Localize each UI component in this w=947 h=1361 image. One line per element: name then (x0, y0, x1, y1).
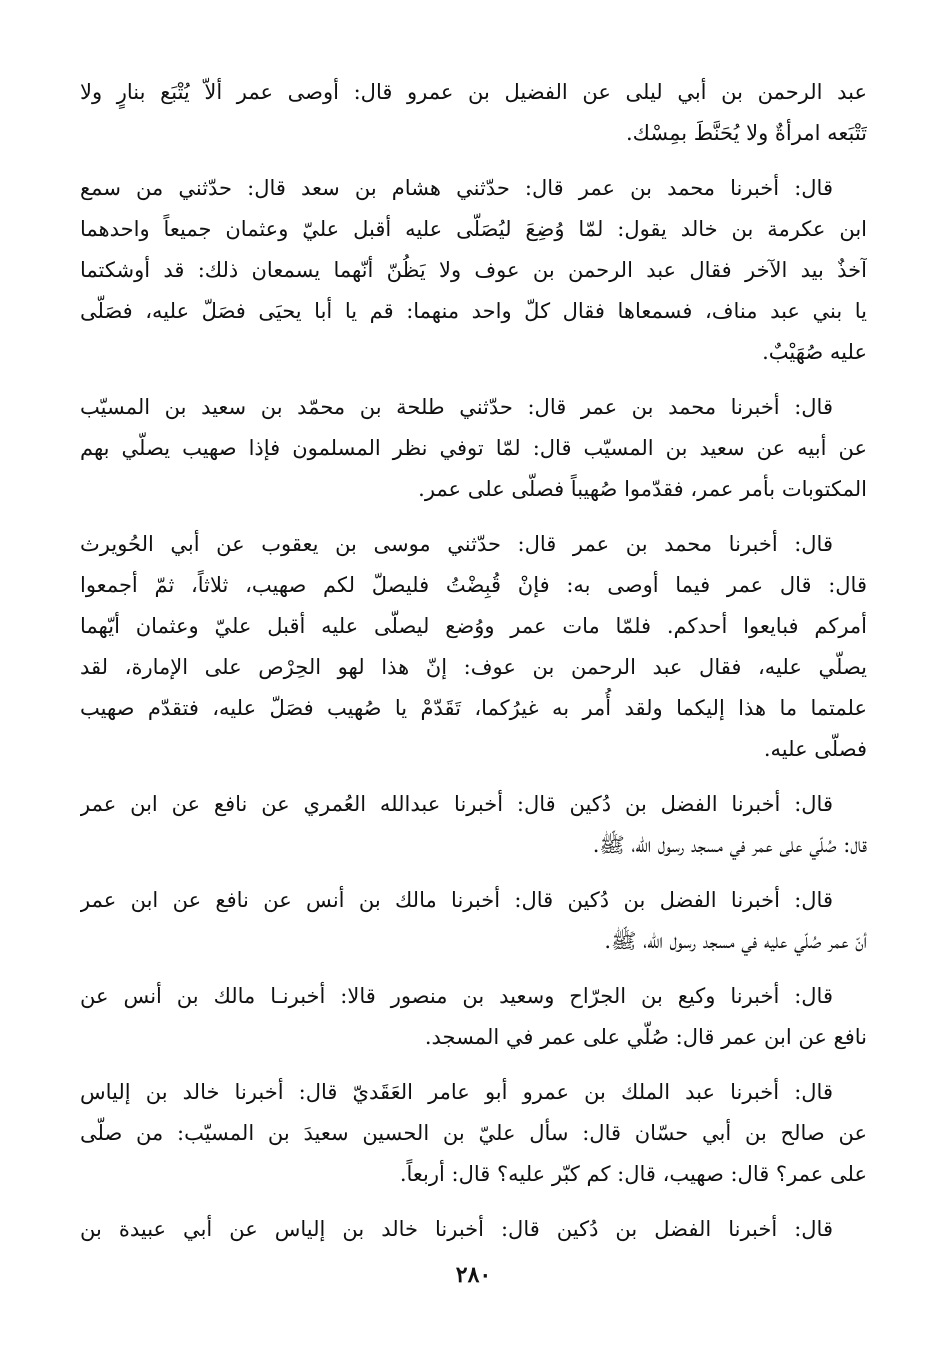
text-line: قال: قال عمر فيما أوصى به: فإنْ قُبِضْتُ فليصلّ لكم صهيب، ثلاثاً، ثمّ أجمعوا (80, 573, 867, 597)
text-line: عن أبيه عن سعيد بن المسيّب قال: لمّا توفي نظر المسلمون فإذا صهيب يصلّي بهم (80, 436, 867, 460)
text-line: قال: أخبرنا محمد بن عمر قال: حدّثني طلحة بن محمّد بن سعيد بن المسيّب (80, 395, 833, 419)
text-line: تَتْبَعه امرأةٌ ولا يُحَنَّطَ بمِسْك. (626, 121, 867, 145)
paragraph (80, 976, 867, 1058)
text-line: قال: أخبرنا محمد بن عمر قال: حدّثني هشام بن سعد قال: حدّثني من سمع (80, 176, 833, 200)
paragraph (80, 880, 867, 962)
text-line: قال: أخبرنا عبد الملك بن عمرو أبو عامر العَقَديّ قال: أخبرنا خالد بن إلياس (80, 1080, 833, 1104)
paragraph (80, 1072, 867, 1195)
paragraph (80, 168, 867, 373)
paragraph (80, 72, 867, 154)
paragraph (80, 524, 867, 770)
text-line: قال: أخبرنا محمد بن عمر قال: حدّثني موسى بن يعقوب عن أبي الحُويرث (80, 532, 833, 556)
text-line: يا بني عبد مناف، فسمعاها فقال كلّ واحد منهما: قم يا أبا يحيَى فصَلّ عليه، فصَلّى (80, 299, 867, 323)
page-body (80, 72, 867, 1264)
text-line: عبد الرحمن بن أبي ليلى عن الفضيل بن عمرو قال: أوصى عمر ألاّ يُتْبَع بنارٍ ولا (80, 80, 867, 104)
text-line: أنّ عمر صُلّي عليه في مسجد رسول الله، ﷺ. (604, 929, 867, 953)
text-line: نافع عن ابن عمر قال: صُلّي على عمر في المسجد. (424, 1025, 867, 1049)
text-line: قال: أخبرنا الفضل بن دُكين قال: أخبرنا مالك بن أنس عن نافع عن ابن عمر (80, 888, 833, 912)
text-line: عليه صُهَيْبٌ. (762, 340, 867, 364)
text-line: قال: صُلّي على عمر في مسجد رسول الله، ﷺ. (592, 833, 867, 857)
paragraph (80, 784, 867, 866)
text-line: يصلّي عليه، فقال عبد الرحمن بن عوف: إنّ هذا لهو الحِرْص على الإمارة، لقد (80, 655, 867, 679)
text-line: علمتما ما هذا إليكما ولقد أُمر به غيرُكما، تَقَدّمْ يا صُهيب فصَلّ عليه، فتقدّم صهيب (80, 696, 867, 720)
text-line: آخذٌ بيد الآخر فقال عبد الرحمن بن عوف ولا يَظُنّ أنّهما يسمعان ذلك: قد أوشكتما (80, 258, 867, 282)
page-number: ٢٨٠ (455, 1262, 492, 1288)
text-line: فصلّى عليه. (763, 737, 867, 761)
text-line: قال: أخبرنا وكيع بن الجرّاح وسعيد بن منصور قالا: أخبرنـا مالك بن أنس عن (80, 984, 833, 1008)
text-line: المكتوبات بأمر عمر، فقدّموا صُهيباً فصلّى على عمر. (418, 477, 867, 501)
text-line: قال: أخبرنا الفضل بن دُكين قال: أخبرنا عبدالله العُمري عن نافع عن ابن عمر (80, 792, 833, 816)
text-line: على عمر؟ قال: صهيب، قال: كم كبّر عليه؟ قال: أربعاً. (399, 1162, 867, 1186)
paragraph (80, 387, 867, 510)
text-line: أمركم فبايعوا أحدكم. فلمّا مات عمر ووُضع ليصلّى عليه أقبل عليّ وعثمان أيّهما (80, 614, 867, 638)
paragraph (80, 1209, 867, 1250)
text-line: ابن عكرمة بن خالد يقول: لمّا وُضِعَ ليُصَلّى عليه أقبل عليّ وعثمان جميعاً واحدهما (80, 217, 867, 241)
text-line: عن صالح بن أبي حسّان قال: سأل عليّ بن الحسين سعيدَ بن المسيّب: من صلّى (80, 1121, 867, 1145)
text-line: قال: أخبرنا الفضل بن دُكين قال: أخبرنا خالد بن إلياس عن أبي عبيدة بن (80, 1217, 833, 1241)
